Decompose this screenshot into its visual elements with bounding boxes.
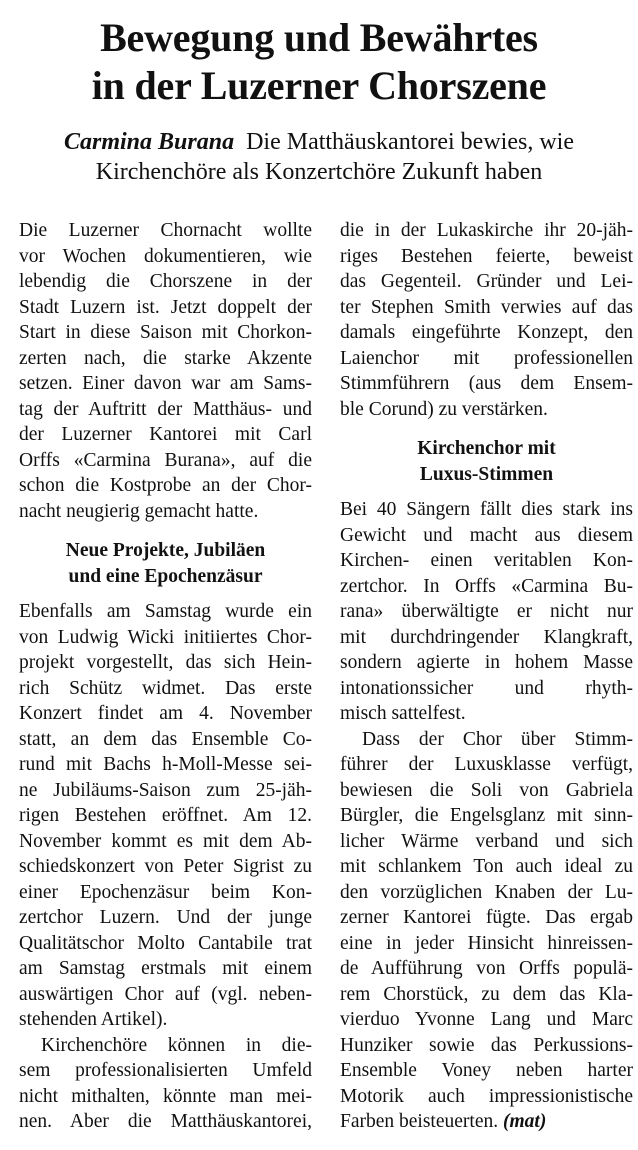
paragraph — [340, 727, 633, 1135]
text-line: Laienchor mit professionellen — [340, 347, 633, 369]
text-line: am Samstag erstmals mit einem — [19, 958, 312, 979]
byline: (mat) — [502, 1111, 547, 1132]
paragraph — [19, 599, 312, 1033]
headline — [0, 14, 638, 110]
paragraph — [340, 218, 633, 422]
subheading-line: und eine Epochenzäsur — [68, 565, 263, 587]
text-line: sem professionalisierten Umfeld — [19, 1060, 312, 1081]
paragraph — [19, 1033, 312, 1135]
paragraph — [340, 497, 633, 727]
text-line: November kommt es mit dem Ab- — [19, 830, 312, 852]
text-line: zerner Kantorei fügte. Das ergab — [340, 907, 633, 928]
text-line: rana» überwältigte er nicht nur — [340, 601, 633, 622]
deck-text: Die Matthäuskantorei bewies, wie — [246, 129, 574, 155]
text-line: lebendig die Chorszene in der — [19, 271, 312, 292]
subheading — [19, 538, 312, 589]
last-line-text: Farben beisteuerten. — [340, 1111, 499, 1132]
deck — [0, 127, 638, 187]
text-line: Motorik auch impressionistische — [340, 1085, 633, 1107]
text-line: führer der Luxusklasse verfügt, — [340, 754, 633, 775]
text-line: licher Wärme verband und sich — [340, 830, 633, 852]
text-line: rich Schütz widmet. Das erste — [19, 677, 312, 699]
text-line: Dass der Chor über Stimm- — [362, 728, 633, 750]
text-line: stehenden Artikel). — [19, 1009, 168, 1030]
text-line: vierduo Yvonne Lang und Marc — [340, 1009, 633, 1030]
text-line: vor Wochen dokumentieren, wie — [19, 245, 312, 267]
text-line: mit durchdringender Klangkraft, — [340, 626, 633, 648]
deck-line-2: Kirchenchöre als Konzertchöre Zukunft haben — [95, 159, 543, 185]
text-line: Start in diese Saison mit Chorkon- — [19, 322, 312, 343]
text-line: den vorzüglichen Knaben der Lu- — [340, 881, 633, 903]
text-line: rem Chorstück, zu dem das Kla- — [340, 983, 633, 1005]
text-line: der Luzerner Kantorei mit Carl — [19, 424, 312, 445]
text-line: Bürgler, die Engelsglanz mit sinn- — [340, 805, 633, 826]
text-line: bewiesen die Soli von Gabriela — [340, 779, 633, 801]
column-left — [19, 218, 312, 1135]
text-line: eine in jeder Hinsicht hinreissen- — [340, 932, 633, 954]
text-line: schiedskonzert von Peter Sigrist zu — [19, 856, 312, 877]
text-line: de Aufführung von Orffs populä- — [340, 958, 633, 979]
text-line: Stadt Luzern ist. Jetzt doppelt der — [19, 296, 312, 318]
subheading-line: Neue Projekte, Jubiläen — [65, 540, 266, 561]
text-line: misch sattelfest. — [340, 703, 466, 724]
text-line: Konzert findet am 4. November — [19, 703, 312, 724]
text-line: Hunziker sowie das Perkussions- — [340, 1034, 633, 1056]
text-line: setzen. Einer davon war am Sams- — [19, 373, 312, 394]
text-line: damals eingeführte Konzept, den — [340, 322, 633, 343]
text-line: riges Bestehen feierte, beweist — [340, 245, 633, 267]
text-line: sondern agierte in hohem Masse — [340, 652, 633, 673]
text-line: zertchor Luzern. Und der junge — [19, 907, 312, 928]
text-line: nicht mithalten, könnte man mei- — [19, 1085, 312, 1107]
text-line: ble Corund) zu verstärken. — [340, 398, 548, 420]
text-line: das Gegenteil. Gründer und Lei- — [340, 271, 633, 292]
headline-line: in der Luzerner Chorszene — [91, 63, 547, 108]
text-line: rund mit Bachs h-Moll-Messe sei- — [19, 754, 312, 775]
text-line: Die Luzerner Chornacht wollte — [19, 220, 312, 241]
text-line: ne Jubiläums-Saison zum 25-jäh- — [19, 779, 312, 801]
text-line: Kirchenchöre können in die- — [41, 1034, 312, 1056]
text-line — [340, 1109, 633, 1135]
text-line: Ebenfalls am Samstag wurde ein — [19, 601, 312, 622]
text-line: zerten nach, die starke Akzente — [19, 347, 312, 369]
text-line: einer Epochenzäsur beim Kon- — [19, 881, 312, 903]
text-line: Ensemble Voney neben harter — [340, 1060, 633, 1081]
text-line: Gewicht und macht aus diesem — [340, 524, 633, 546]
text-line: intonationssicher und rhyth- — [340, 677, 633, 699]
text-line: Qualitätschor Molto Cantabile trat — [19, 932, 312, 954]
text-line: mit schlankem Ton auch ideal zu — [340, 856, 633, 877]
deck-line-1 — [0, 127, 638, 157]
text-line: statt, an dem das Ensemble Co- — [19, 728, 312, 750]
text-line: schon die Kostprobe an der Chor- — [19, 475, 312, 496]
subheading-line: Kirchenchor mit — [417, 438, 556, 459]
text-line: von Ludwig Wicki initiiertes Chor- — [19, 626, 312, 648]
text-line: nacht neugierig gemacht hatte. — [19, 500, 259, 522]
text-line: zertchor. In Orffs «Carmina Bu- — [340, 575, 633, 597]
column-right — [340, 218, 633, 1135]
subheading-line: Luxus-Stimmen — [419, 463, 554, 485]
text-line: auswärtigen Chor auf (vgl. neben- — [19, 983, 312, 1005]
text-line: Stimmführern (aus dem Ensem- — [340, 373, 633, 394]
text-line: Bei 40 Sängern fällt dies stark ins — [340, 499, 633, 520]
text-line: nen. Aber die Matthäuskantorei, — [19, 1111, 312, 1132]
text-line: projekt vorgestellt, das sich Hein- — [19, 652, 312, 673]
text-line: die in der Lukaskirche ihr 20-jäh- — [340, 220, 633, 241]
text-line: tag der Auftritt der Matthäus- und — [19, 398, 312, 420]
deck-kicker: Carmina Burana — [64, 129, 235, 155]
paragraph — [19, 218, 312, 524]
text-line: Orffs «Carmina Burana», auf die — [19, 449, 312, 471]
headline-line: Bewegung und Bewährtes — [100, 15, 538, 60]
subheading — [340, 436, 633, 487]
text-line: rigen Bestehen eröffnet. Am 12. — [19, 805, 312, 826]
text-line: Kirchen- einen veritablen Kon- — [340, 550, 633, 571]
text-line: ter Stephen Smith verwies auf das — [340, 296, 633, 318]
